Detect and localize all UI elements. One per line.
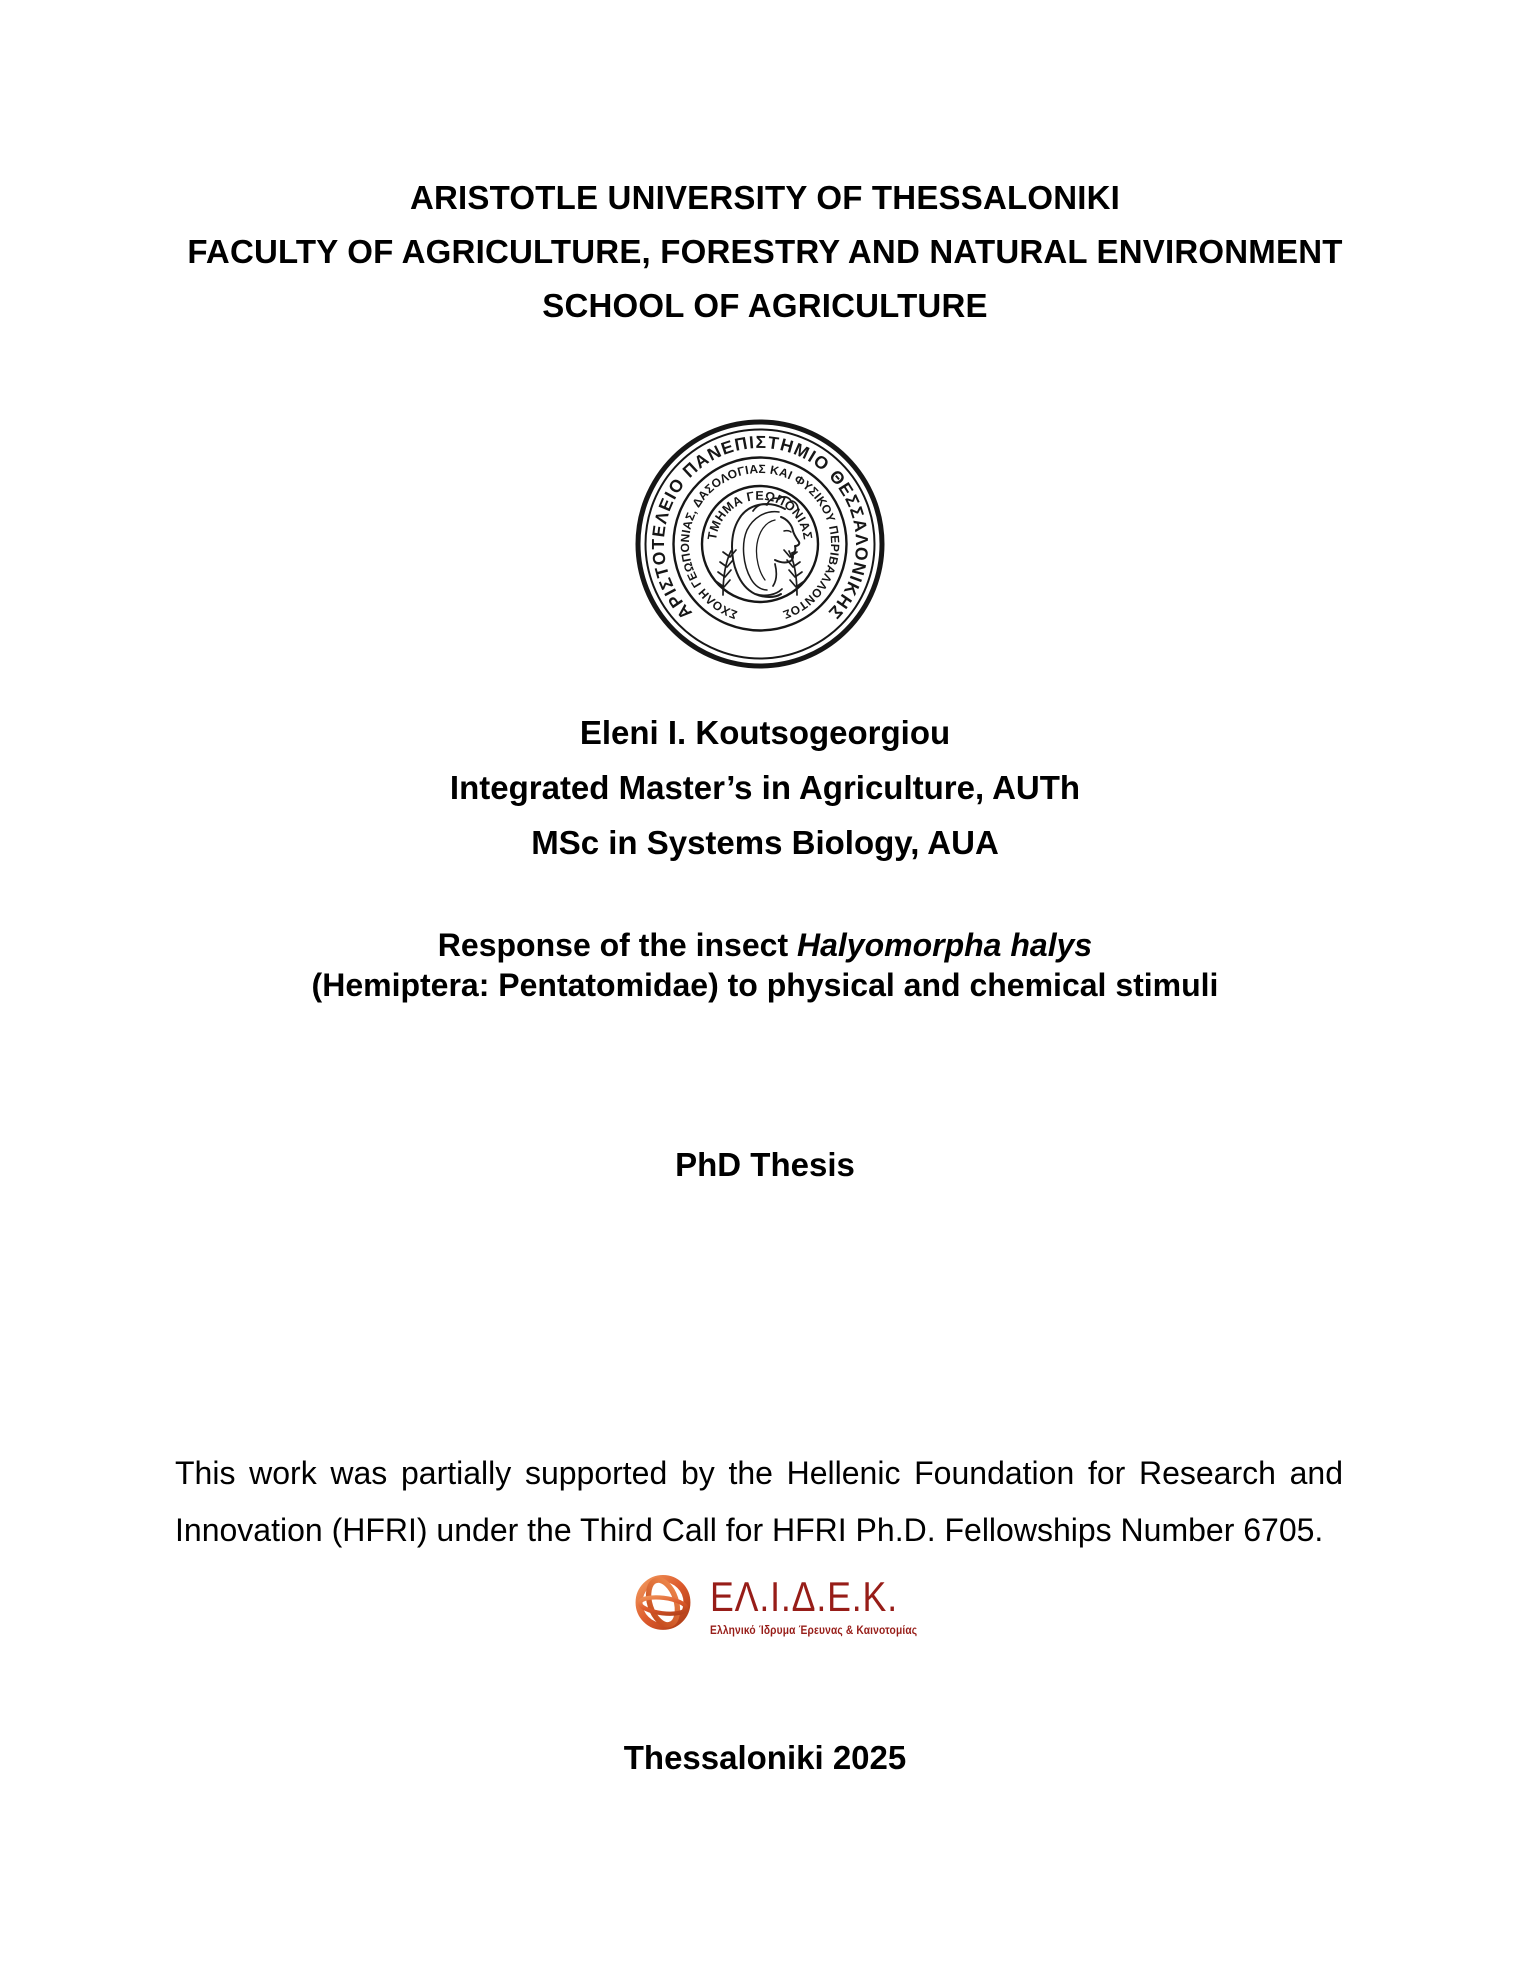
- author-credential-2: MSc in Systems Biology, AUA: [531, 824, 999, 861]
- thesis-type-label: PhD Thesis: [675, 1146, 855, 1183]
- university-header: [0, 171, 1530, 333]
- publication-place-year: Thessaloniki 2025: [623, 1739, 907, 1776]
- funding-line-2: Innovation (HFRI) under the Third Call for HFRI Ph.D. Fellowships Number 6705.: [175, 1512, 1324, 1548]
- seal-middle-ring-text: ΣΧΟΛΗ ΓΕΩΠΟΝΙΑΣ, ΔΑΣΟΛΟΓΙΑΣ ΚΑΙ ΦΥΣΙΚΟΥ ΠΕΡΙΒΑΛΛΟΝΤΟΣ: [677, 461, 843, 622]
- thesis-title: [0, 925, 1530, 1005]
- university-name: ARISTOTLE UNIVERSITY OF THESSALONIKI: [409, 179, 1121, 216]
- seal-inner-ring-text: ΤΜΗΜΑ ΓΕΩΠΟΝΙΑΣ: [705, 488, 815, 541]
- funding-acknowledgement: [175, 1445, 1343, 1559]
- author-name: Eleni I. Koutsogeorgiou: [579, 714, 951, 751]
- faculty-name: FACULTY OF AGRICULTURE, FORESTRY AND NATURAL ENVIRONMENT: [187, 233, 1343, 270]
- author-block: [0, 705, 1530, 870]
- university-seal-icon: [635, 419, 885, 669]
- hfri-sphere-icon: [632, 1570, 694, 1638]
- university-seal: [635, 419, 885, 669]
- author-credential-1: Integrated Master’s in Agriculture, AUTh: [449, 769, 1081, 806]
- thesis-title-line1: [0, 925, 1530, 965]
- thesis-title-line2: (Hemiptera: Pentatomidae) to physical and chemical stimuli: [311, 967, 1219, 1003]
- school-name: SCHOOL OF AGRICULTURE: [542, 287, 988, 324]
- hfri-logo-text: [710, 1573, 918, 1637]
- hfri-acronym: ΕΛ.Ι.Δ.Ε.Κ.: [710, 1573, 898, 1620]
- seal-outer-ring-text: ΑΡΙΣΤΟΤΕΛΕΙΟ ΠΑΝΕΠΙΣΤΗΜΙΟ ΘΕΣΣΑΛΟΝΙΚΗΣ: [647, 431, 873, 624]
- hfri-subtitle: Ελληνικό Ίδρυμα Έρευνας & Καινοτομίας: [710, 1623, 918, 1637]
- funding-line-1: This work was partially supported by the Hellenic Foundation for Research and: [175, 1455, 1343, 1491]
- thesis-title-species: Halyomorpha halys: [796, 927, 1093, 963]
- thesis-title-prefix: Response of the insect: [437, 927, 797, 963]
- hfri-logo: [632, 1570, 918, 1638]
